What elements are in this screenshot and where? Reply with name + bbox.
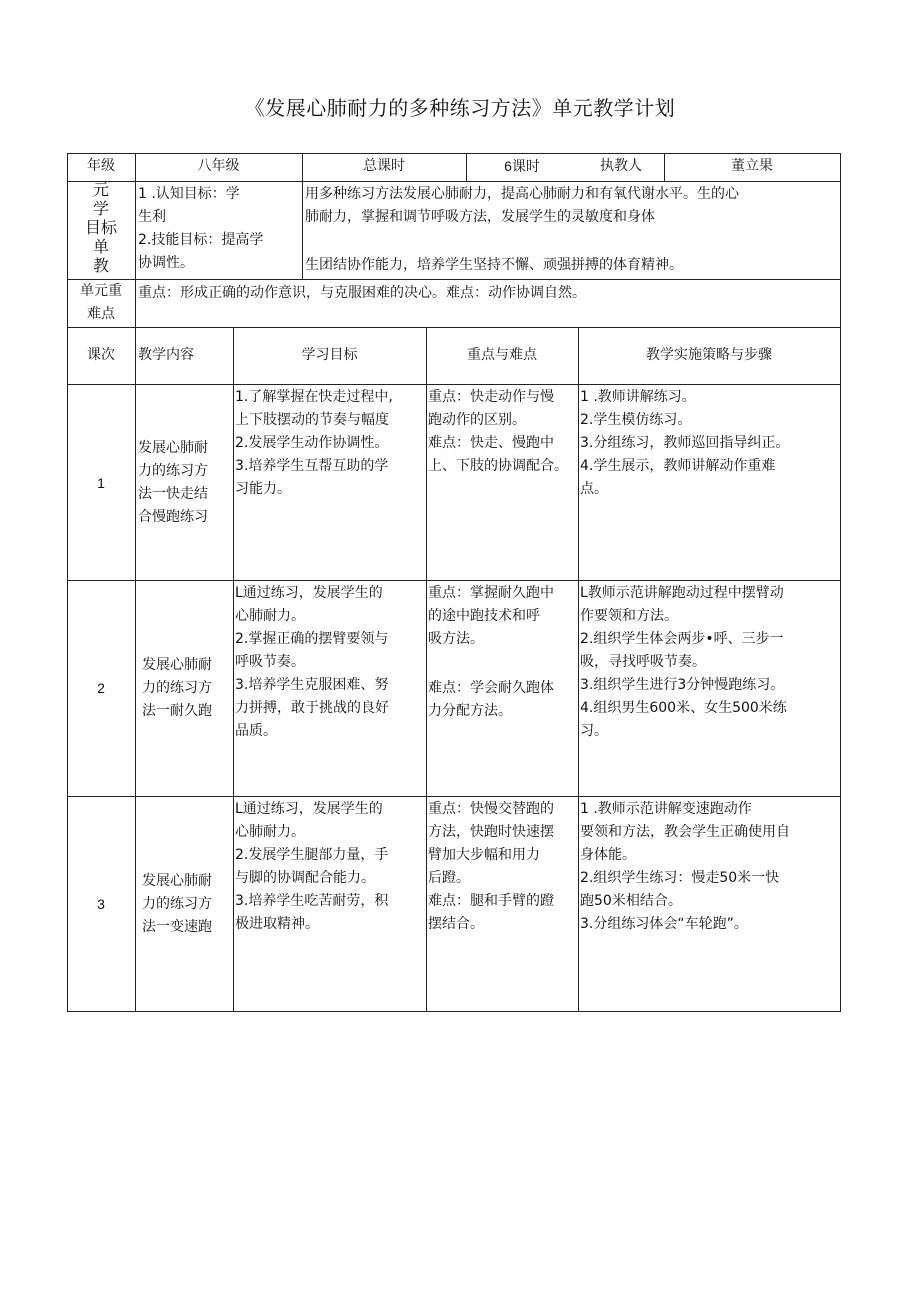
lesson-keypoints: 重点：快慢交替跑的 方法，快跑时快速摆 臂加大步幅和用力 后蹬。 难点：腿和手臂的蹬 摆结合。 <box>428 801 554 932</box>
table-border <box>840 153 841 1012</box>
col-header-content: 教学内容 <box>138 347 194 363</box>
lesson-number: 1 <box>97 475 105 491</box>
table-border <box>67 1011 841 1012</box>
row-divider <box>67 384 841 385</box>
col-divider <box>135 153 136 328</box>
col-header-lesson: 课次 <box>87 347 115 363</box>
grade-label: 年级 <box>87 158 115 174</box>
lesson-strategy: 1 .教师讲解练习。 2.学生模仿练习。 3.分组练习，教师巡回指导纠正。 4.学生展示，教师讲解动作重难 点。 <box>580 389 790 497</box>
col-header-keypoints: 重点与难点 <box>467 347 537 363</box>
table-border <box>67 153 841 154</box>
unit-key-text: 重点：形成正确的动作意识，与克服困难的决心。难点：动作协调自然。 <box>138 285 586 301</box>
row-divider <box>67 181 841 182</box>
row-divider <box>67 796 841 797</box>
unit-goal-label: 元 学 目标 单 教 <box>84 180 117 275</box>
unit-key-label: 单元重 难点 <box>80 283 122 322</box>
teacher-value: 董立果 <box>731 158 773 174</box>
lesson-keypoints-key: 重点：掌握耐久跑中 的途中跑技术和呼 吸方法。 <box>428 585 554 647</box>
unit-goal-left: 1 .认知目标：学 生利 2.技能目标：提高学 协调性。 <box>138 186 264 271</box>
row-divider <box>67 327 841 328</box>
lesson-content: 发展心肺耐 力的练习方 法一变速跑 <box>142 873 212 935</box>
total-hours-value: 6课时 <box>504 158 540 174</box>
lesson-number: 3 <box>97 896 105 912</box>
lesson-keypoints: 重点：快走动作与慢 跑动作的区别。 难点：快走、慢跑中 上、下肢的协调配合。 <box>428 389 568 474</box>
total-hours-label: 总课时 <box>363 158 405 174</box>
col-header-strategy: 教学实施策略与步骤 <box>646 347 772 363</box>
grade-value: 八年级 <box>197 158 240 174</box>
lesson-content: 发展心肺耐 力的练习方 法一耐久跑 <box>142 657 212 719</box>
teacher-label: 执教人 <box>600 158 642 174</box>
col-divider <box>135 327 136 1012</box>
lesson-number: 2 <box>97 680 105 696</box>
lesson-objectives: 1.了解掌握在快走过程中, 上下肢摆动的节奏与幅度 2.发展学生动作协调性。 3.培养学生互帮互助的学 习能力。 <box>235 389 393 497</box>
row-divider <box>67 580 841 581</box>
lesson-strategy: 1 .教师示范讲解变速跑动作 要领和方法，教会学生正确使用自 身体能。 2.组织学生练习：慢走50米一快 跑50米相结合。 3.分组练习体会“车轮跑”。 <box>580 801 790 932</box>
unit-goal-right-2: 生团结协作能力，培养学生坚持不懈、顽强拼搏的体育精神。 <box>305 257 683 273</box>
lesson-content: 发展心肺耐 力的练习方 法一快走结 合慢跑练习 <box>138 440 208 525</box>
lesson-objectives: L通过练习，发展学生的 心肺耐力。 2.掌握正确的摆臂要领与 呼吸节奏。 3.培养学生克服困难、努 力拼搏，敢于挑战的良好 品质。 <box>235 585 389 739</box>
lesson-strategy: L教师示范讲解跑动过程中摆臂动 作要领和方法。 2.组织学生体会两步•呼、三步一 吸，寻找呼吸节奏。 3.组织学生进行3分钟慢跑练习。 4.组织男生600米、女生500米练 习。 <box>580 585 787 739</box>
col-header-objectives: 学习目标 <box>301 347 358 363</box>
row-divider <box>67 279 841 280</box>
lesson-objectives: L通过练习，发展学生的 心肺耐力。 2.发展学生腿部力量，手 与脚的协调配合能力。 3.培养学生吃苦耐劳，积 极进取精神。 <box>235 801 389 932</box>
lesson-keypoints-difficulty: 难点：学会耐久跑体 力分配方法。 <box>428 680 554 719</box>
document-title: 《发展心肺耐力的多种练习方法》单元教学计划 <box>244 96 676 120</box>
unit-goal-right-1: 用多种练习方法发展心肺耐力，提高心肺耐力和有氧代谢水平。生的心 肺耐力，掌握和调节呼吸方法，发展学生的灵敏度和身体 <box>305 186 739 225</box>
